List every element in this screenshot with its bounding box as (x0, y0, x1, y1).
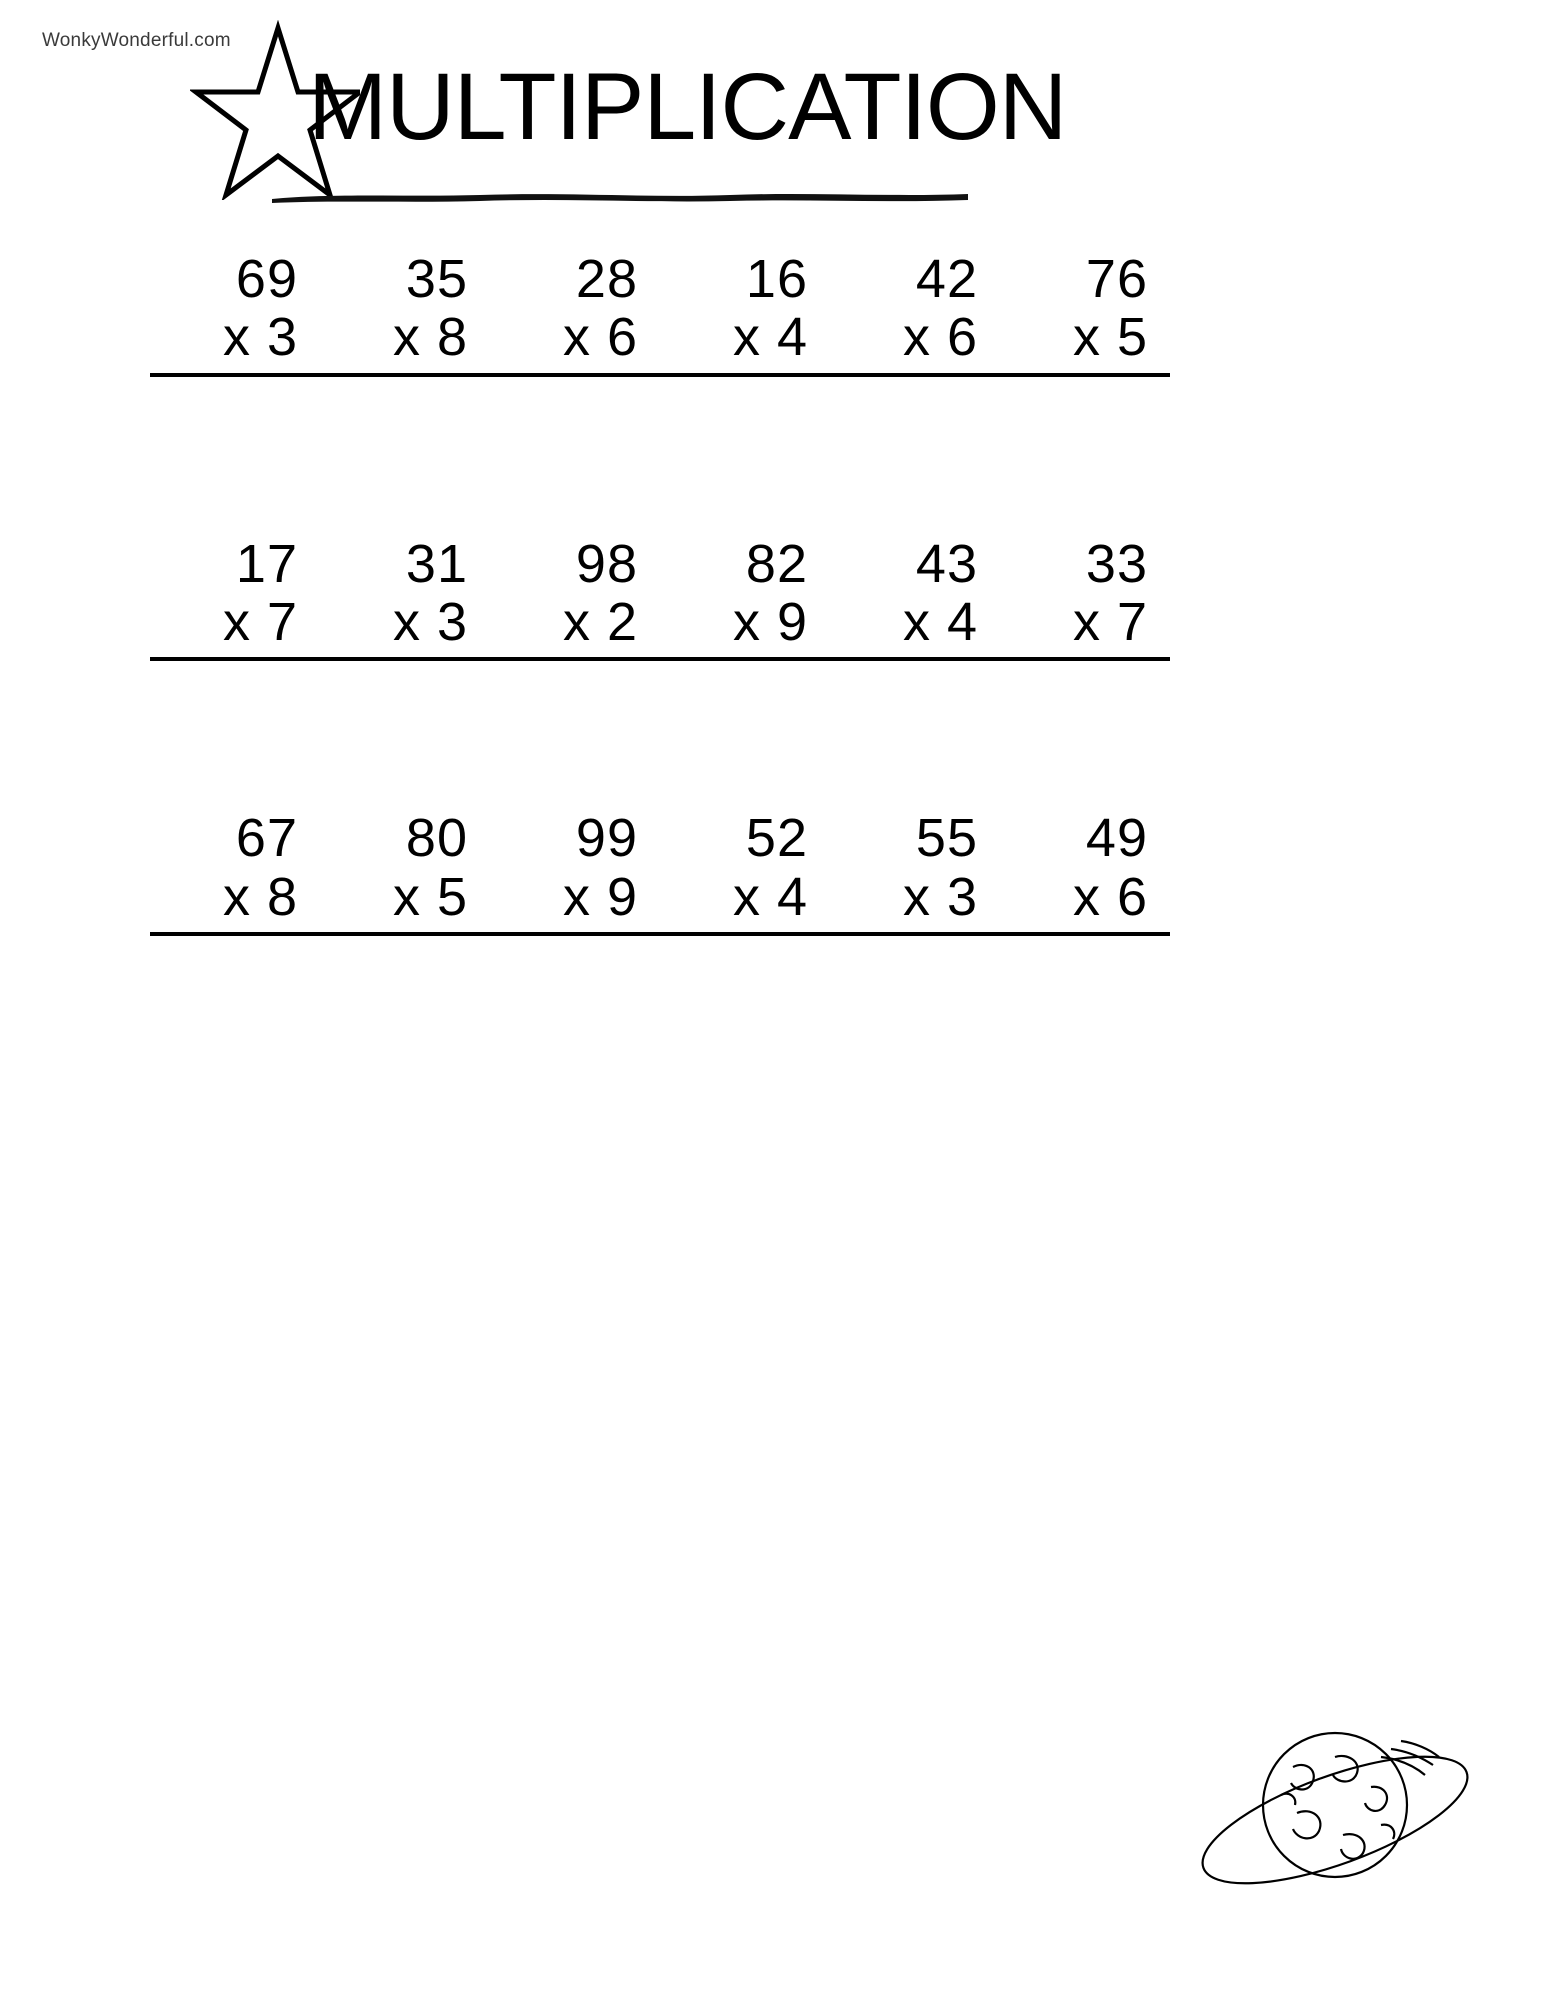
operator-symbol: x (732, 591, 761, 652)
problem-bottom-number: 9 (776, 591, 808, 652)
operator-symbol: x (732, 307, 761, 368)
operator-symbol: x (222, 307, 251, 368)
operator-symbol: x (732, 866, 761, 927)
planet-icon (1185, 1695, 1485, 1945)
problem-top-number: 98 (575, 533, 638, 594)
problem-top-number: 28 (575, 249, 638, 309)
problem-row (0, 809, 1545, 936)
problem-bottom-line (1000, 593, 1170, 661)
problem-bottom-number: 6 (946, 307, 978, 368)
problem-row (0, 535, 1545, 662)
operator-symbol: x (562, 307, 591, 368)
operator-symbol: x (902, 591, 931, 652)
operator-symbol: x (902, 307, 931, 368)
problem-bottom-line (660, 308, 830, 376)
problem-bottom-number: 8 (436, 307, 468, 368)
problem-bottom-line (1000, 868, 1170, 936)
problem-top-number: 42 (915, 249, 978, 309)
problem-top-number: 31 (405, 533, 468, 594)
problem-bottom-number: 3 (266, 307, 298, 368)
problem-cell (660, 535, 830, 662)
problem-cell (830, 250, 1000, 377)
problem-cell (660, 809, 830, 936)
problem-bottom-number: 6 (606, 307, 638, 368)
operator-symbol: x (562, 591, 591, 652)
problem-bottom-number: 9 (606, 866, 638, 927)
operator-symbol: x (1072, 307, 1101, 368)
problem-top-number: 33 (1085, 533, 1148, 594)
problem-top-number: 17 (235, 533, 298, 594)
problem-bottom-line (490, 868, 660, 936)
problem-cell (830, 809, 1000, 936)
operator-symbol: x (1072, 866, 1101, 927)
problem-bottom-line (320, 308, 490, 376)
operator-symbol: x (902, 866, 931, 927)
operator-symbol: x (392, 866, 421, 927)
problem-bottom-number: 3 (436, 591, 468, 652)
problem-top-number: 55 (915, 808, 978, 869)
problem-bottom-line (150, 593, 320, 661)
title-underline-icon (270, 190, 970, 204)
problem-cell (830, 535, 1000, 662)
problem-bottom-line (1000, 308, 1170, 376)
problem-bottom-number: 6 (1116, 866, 1148, 927)
problem-cell (1000, 535, 1170, 662)
problem-bottom-line (660, 593, 830, 661)
problem-top-number: 52 (745, 808, 808, 869)
problem-bottom-line (320, 593, 490, 661)
problem-bottom-number: 8 (266, 866, 298, 927)
operator-symbol: x (222, 866, 251, 927)
problem-cell (320, 809, 490, 936)
problem-top-number: 82 (745, 533, 808, 594)
operator-symbol: x (392, 591, 421, 652)
problem-bottom-number: 2 (606, 591, 638, 652)
problem-row (0, 250, 1545, 377)
problem-top-number: 76 (1085, 249, 1148, 309)
problem-bottom-number: 7 (266, 591, 298, 652)
problem-top-number: 69 (235, 249, 298, 309)
problem-cell (490, 809, 660, 936)
problem-bottom-number: 7 (1116, 591, 1148, 652)
operator-symbol: x (222, 591, 251, 652)
operator-symbol: x (392, 307, 421, 368)
problem-cell (1000, 250, 1170, 377)
problem-bottom-line (490, 593, 660, 661)
problem-cell (1000, 809, 1170, 936)
problem-top-number: 35 (405, 249, 468, 309)
problem-cell (150, 535, 320, 662)
problem-bottom-line (490, 308, 660, 376)
problem-bottom-line (830, 593, 1000, 661)
page-title: MULTIPLICATION (308, 54, 1067, 160)
operator-symbol: x (1072, 591, 1101, 652)
problem-bottom-line (830, 308, 1000, 376)
problem-cell (320, 535, 490, 662)
site-watermark: WonkyWonderful.com (42, 30, 231, 51)
operator-symbol: x (562, 866, 591, 927)
problem-cell (490, 250, 660, 377)
problem-bottom-number: 5 (1116, 307, 1148, 368)
problem-bottom-line (830, 868, 1000, 936)
problem-top-number: 49 (1085, 808, 1148, 869)
problem-top-number: 99 (575, 808, 638, 869)
problem-top-number: 80 (405, 808, 468, 869)
problems-sheet (0, 250, 1545, 936)
problem-top-number: 16 (745, 249, 808, 309)
problem-cell (150, 250, 320, 377)
problem-bottom-line (660, 868, 830, 936)
problem-bottom-number: 4 (776, 307, 808, 368)
problem-bottom-number: 4 (946, 591, 978, 652)
problem-top-number: 67 (235, 808, 298, 869)
problem-bottom-number: 3 (946, 866, 978, 927)
problem-cell (660, 250, 830, 377)
worksheet-header (190, 20, 1340, 200)
problem-bottom-number: 4 (776, 866, 808, 927)
problem-top-number: 43 (915, 533, 978, 594)
problem-cell (150, 809, 320, 936)
problem-bottom-line (320, 868, 490, 936)
problem-bottom-number: 5 (436, 866, 468, 927)
problem-bottom-line (150, 868, 320, 936)
problem-bottom-line (150, 308, 320, 376)
problem-cell (320, 250, 490, 377)
problem-cell (490, 535, 660, 662)
